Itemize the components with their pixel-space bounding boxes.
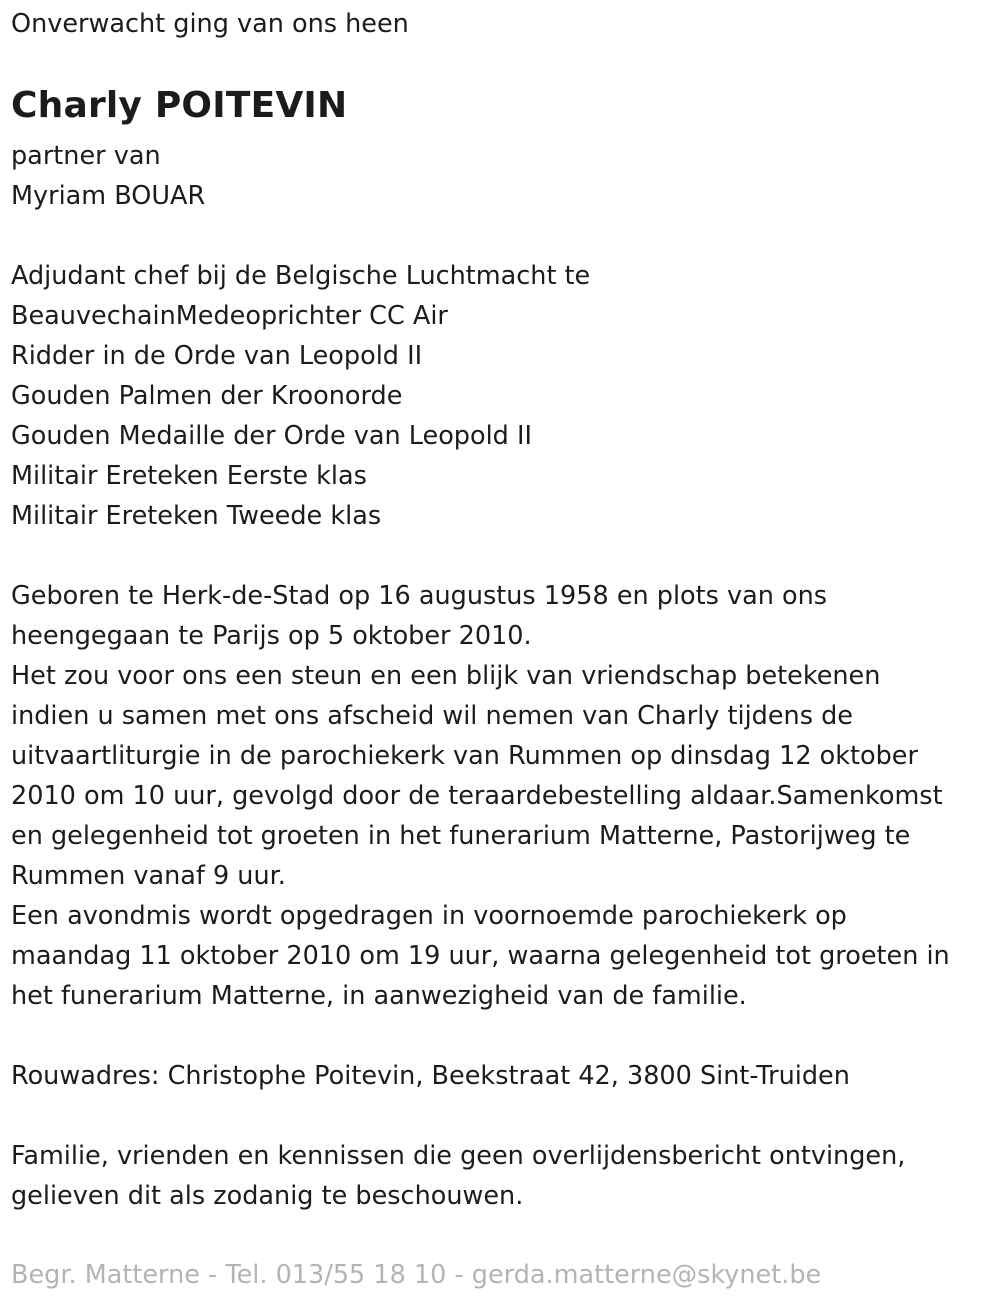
body-line: en gelegenheid tot groeten in het funerarium Matterne, Pastorijweg te xyxy=(11,821,911,851)
death-notice xyxy=(11,4,986,1216)
title-line: Gouden Medaille der Orde van Leopold II xyxy=(11,421,533,451)
closing-line: Familie, vrienden en kennissen die geen overlijdensbericht ontvingen, xyxy=(11,1141,906,1171)
title-line: Ridder in de Orde van Leopold II xyxy=(11,341,423,371)
body-line: uitvaartliturgie in de parochiekerk van Rummen op dinsdag 12 oktober xyxy=(11,741,918,771)
closing-text xyxy=(11,1136,986,1216)
body-line: Het zou voor ons een steun en een blijk van vriendschap betekenen xyxy=(11,661,881,691)
spacer xyxy=(11,536,986,576)
partner-label: partner van xyxy=(11,141,161,171)
body-line: 2010 om 10 uur, gevolgd door de teraardebestelling aldaar.Samenkomst xyxy=(11,781,943,811)
body-line: het funerarium Matterne, in aanwezigheid van de familie. xyxy=(11,981,747,1011)
mourning-address: Rouwadres: Christophe Poitevin, Beekstraat 42, 3800 Sint-Truiden xyxy=(11,1061,850,1091)
body-line: Geboren te Herk-de-Stad op 16 augustus 1958 en plots van ons xyxy=(11,581,828,611)
body-line: heengegaan te Parijs op 5 oktober 2010. xyxy=(11,621,532,651)
title-line: Adjudant chef bij de Belgische Luchtmacht te xyxy=(11,261,591,291)
body-line: indien u samen met ons afscheid wil nemen van Charly tijdens de xyxy=(11,701,853,731)
spacer xyxy=(11,216,986,256)
intro-text: Onverwacht ging van ons heen xyxy=(11,9,409,39)
body-line: maandag 11 oktober 2010 om 19 uur, waarna gelegenheid tot groeten in xyxy=(11,941,950,971)
deceased-name: Charly POITEVIN xyxy=(11,85,348,126)
body-line: Rummen vanaf 9 uur. xyxy=(11,861,286,891)
spacer xyxy=(11,1016,986,1056)
title-line: Militair Ereteken Tweede klas xyxy=(11,501,382,531)
body-line: Een avondmis wordt opgedragen in voornoemde parochiekerk op xyxy=(11,901,847,931)
title-line: Militair Ereteken Eerste klas xyxy=(11,461,367,491)
title-line: BeauvechainMedeoprichter CC Air xyxy=(11,301,448,331)
body-text xyxy=(11,576,986,1016)
funeral-home-footer: Begr. Matterne - Tel. 013/55 18 10 - gerda.matterne@skynet.be xyxy=(11,1260,822,1290)
closing-line: gelieven dit als zodanig te beschouwen. xyxy=(11,1181,524,1211)
partner-name: Myriam BOUAR xyxy=(11,181,206,211)
title-line: Gouden Palmen der Kroonorde xyxy=(11,381,403,411)
spacer xyxy=(11,1096,986,1136)
titles-list xyxy=(11,256,986,536)
